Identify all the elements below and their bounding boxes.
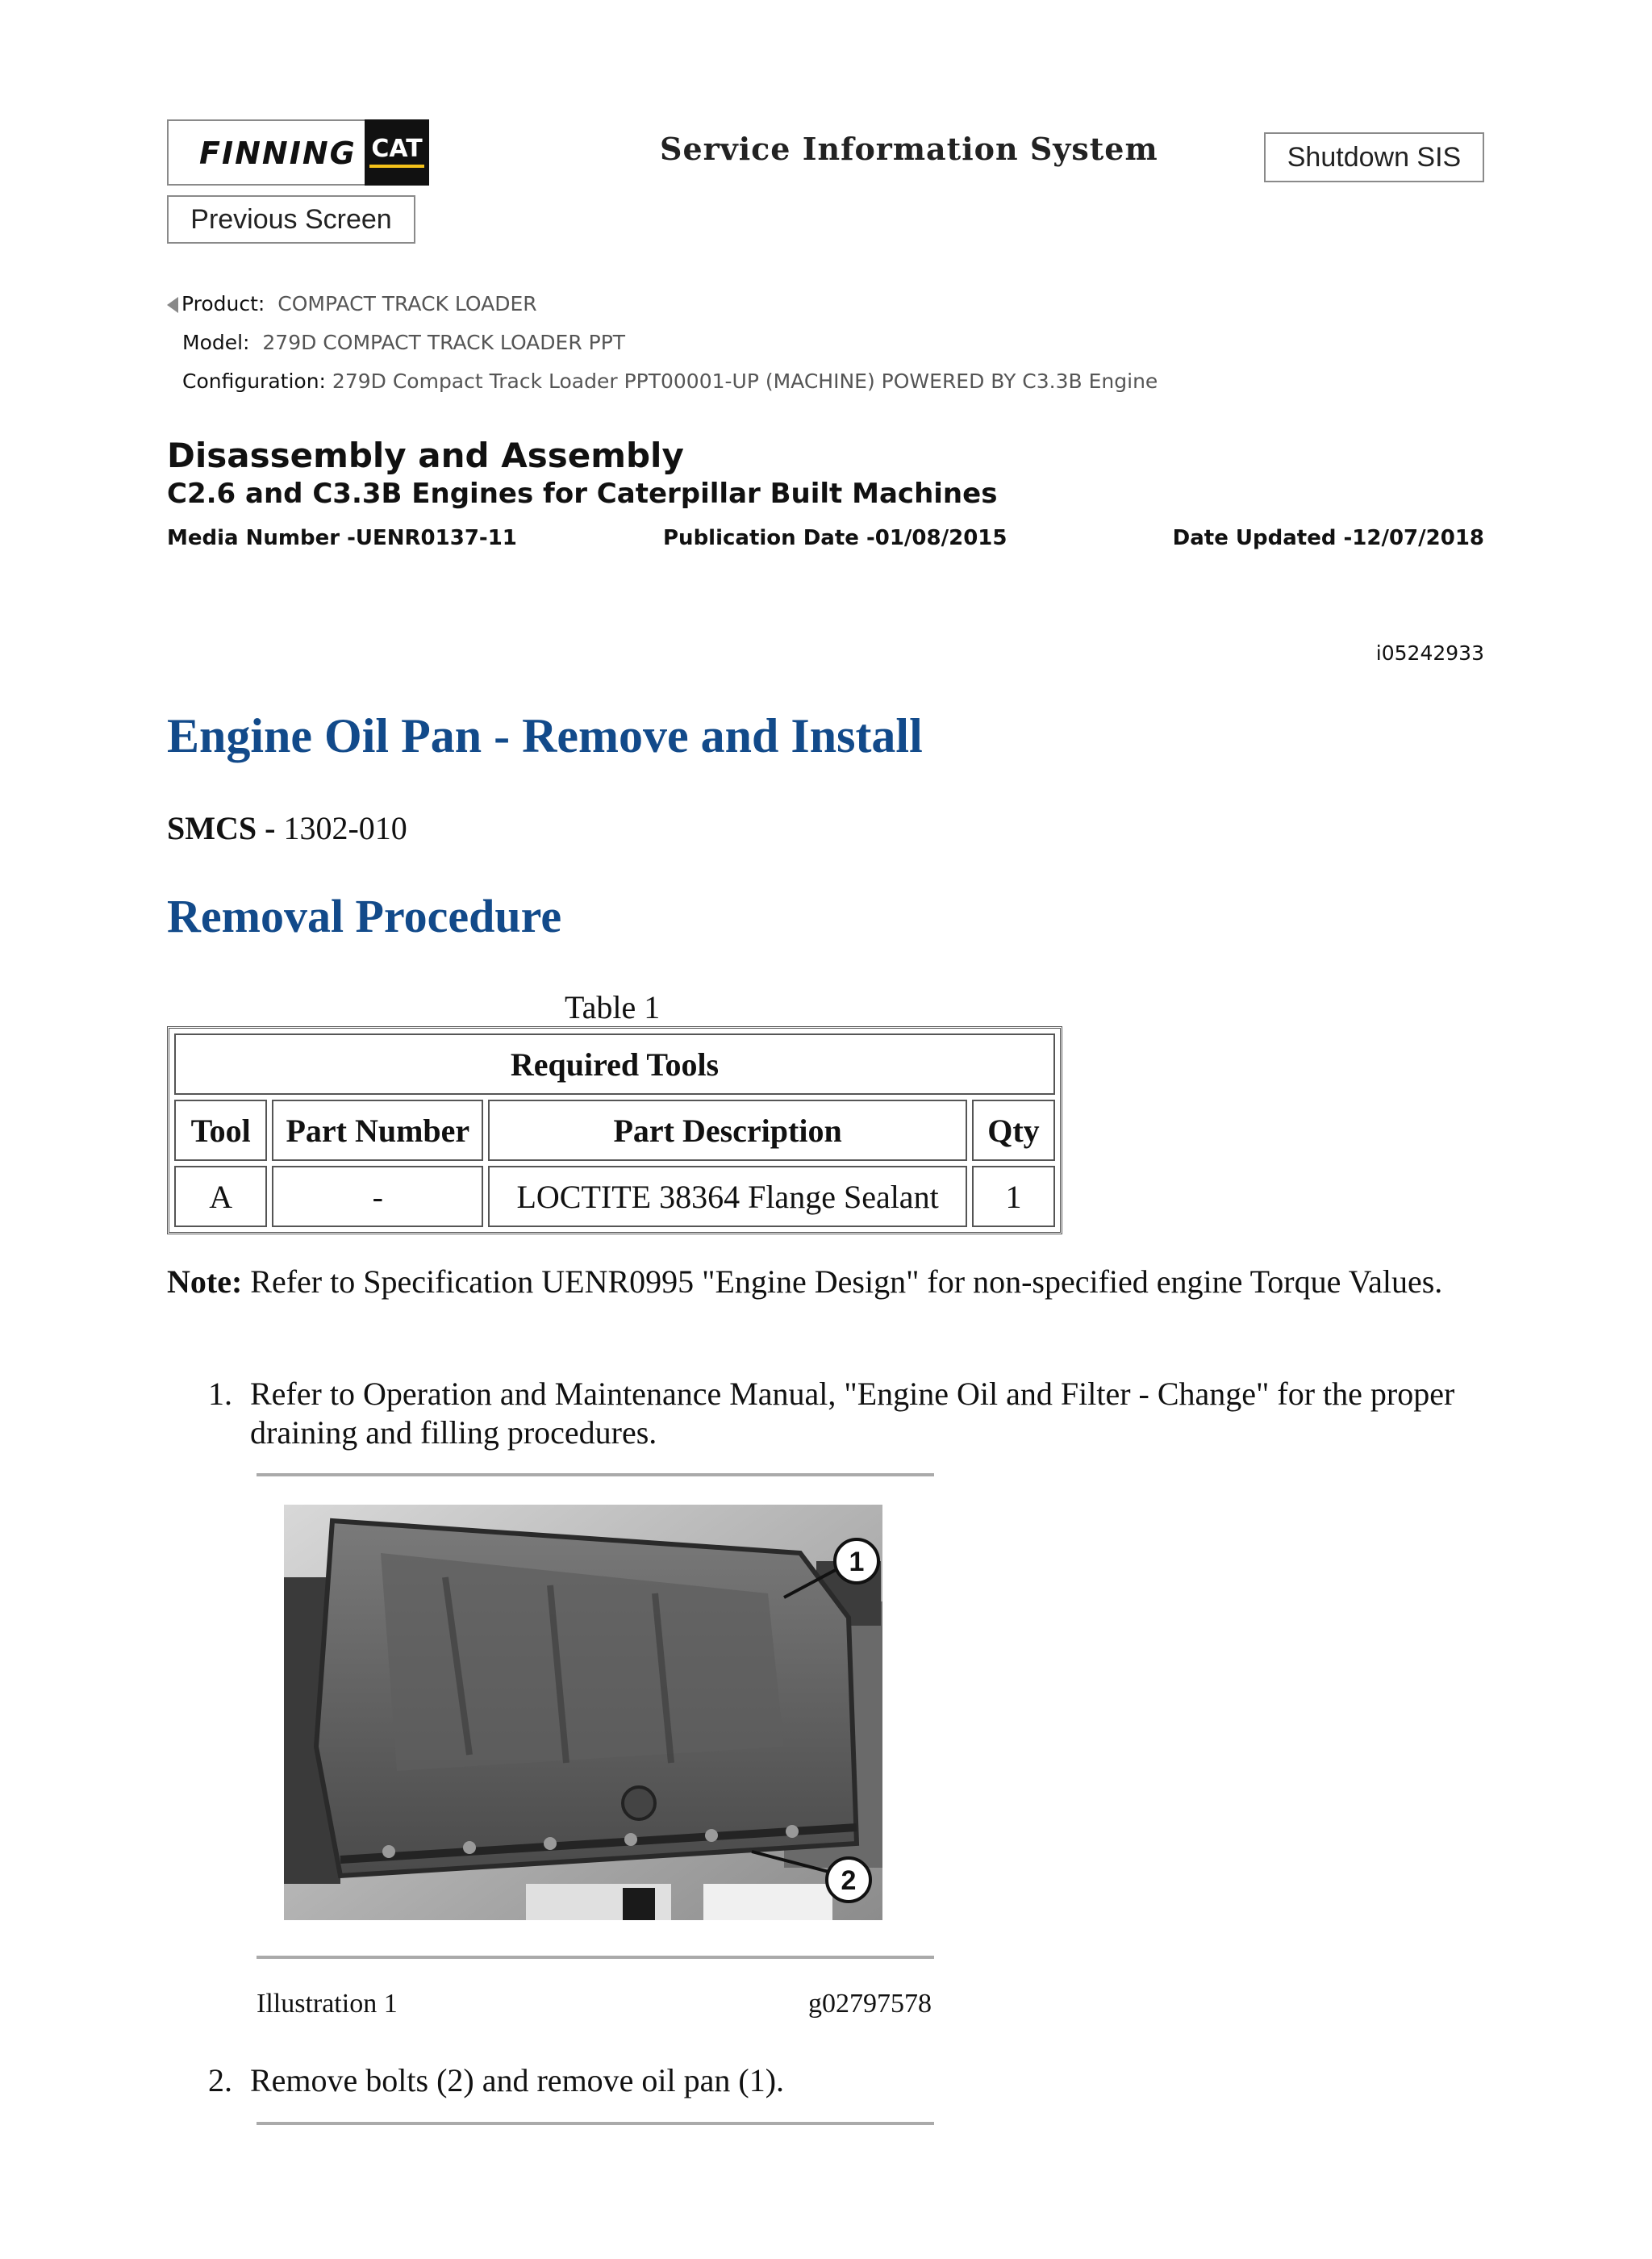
- shutdown-sis-button[interactable]: Shutdown SIS: [1264, 132, 1484, 182]
- step-text: Remove bolts (2) and remove oil pan (1).: [250, 2062, 785, 2098]
- illustration-code: g02797578: [808, 1989, 932, 2019]
- finning-wordmark: FINNING: [199, 136, 357, 171]
- step-number: 2.: [208, 2062, 232, 2098]
- note-text: Refer to Specification UENR0995 "Engine Design" for non-specified engine Torque Values.: [250, 1263, 1443, 1300]
- required-tools-table: [167, 1026, 1062, 1234]
- media-number: Media Number -UENR0137-11: [167, 526, 517, 550]
- divider: [257, 2122, 934, 2125]
- product-label: Product:: [181, 292, 265, 315]
- page-title: Engine Oil Pan - Remove and Install: [167, 709, 923, 762]
- callout-1-label: 1: [849, 1547, 865, 1577]
- column-header: Part Description: [488, 1100, 967, 1161]
- smcs-label: SMCS -: [167, 810, 276, 846]
- column-header: Qty: [972, 1100, 1055, 1161]
- illustration-label: Illustration 1: [257, 1989, 398, 2019]
- table-caption: Table 1: [565, 989, 661, 1025]
- model-line: [182, 331, 625, 354]
- divider: [257, 1956, 934, 1959]
- step-number: 1.: [208, 1376, 232, 1412]
- table-cell: A: [174, 1166, 267, 1227]
- table-cell: LOCTITE 38364 Flange Sealant: [488, 1166, 967, 1227]
- table-title: Required Tools: [174, 1033, 1055, 1095]
- model-label: Model:: [182, 331, 250, 354]
- document-category: Disassembly and Assembly: [167, 436, 684, 475]
- column-header: Tool: [174, 1100, 267, 1161]
- cat-logo-icon: CAT: [365, 119, 429, 186]
- system-title: Service Information System: [660, 131, 1158, 167]
- configuration-value: 279D Compact Track Loader PPT00001-UP (MACHINE) POWERED BY C3.3B Engine: [332, 370, 1158, 393]
- divider: [257, 1473, 934, 1476]
- table-header-row: [174, 1100, 1055, 1161]
- previous-screen-button[interactable]: Previous Screen: [167, 195, 415, 244]
- table-row: [174, 1166, 1055, 1227]
- smcs-value: 1302-010: [283, 810, 407, 846]
- finning-cat-logo: [167, 119, 429, 186]
- step-text: Refer to Operation and Maintenance Manual, "Engine Oil and Filter - Change" for the proper draining and filling procedures.: [250, 1376, 1455, 1451]
- table-title-row: [174, 1033, 1055, 1095]
- note-label: Note:: [167, 1263, 243, 1300]
- product-value: COMPACT TRACK LOADER: [277, 292, 537, 315]
- smcs-code: [167, 809, 407, 847]
- configuration-line: [182, 370, 1158, 393]
- callout-2-label: 2: [841, 1865, 857, 1896]
- document-id: i05242933: [1375, 641, 1484, 665]
- oil-pan-illustration: [284, 1505, 882, 1920]
- oil-pan-image: [284, 1505, 882, 1920]
- configuration-label: Configuration:: [182, 370, 326, 393]
- section-title: Removal Procedure: [167, 890, 562, 942]
- table-cell: 1: [972, 1166, 1055, 1227]
- model-value: 279D COMPACT TRACK LOADER PPT: [262, 331, 626, 354]
- note-paragraph: [167, 1263, 1458, 1301]
- document-subtitle: C2.6 and C3.3B Engines for Caterpillar Built Machines: [167, 478, 998, 510]
- back-arrow-icon[interactable]: [167, 297, 178, 313]
- column-header: Part Number: [272, 1100, 483, 1161]
- publication-date: Publication Date -01/08/2015: [663, 526, 1007, 550]
- date-updated: Date Updated -12/07/2018: [1172, 526, 1484, 550]
- table-cell: -: [272, 1166, 483, 1227]
- product-line: [181, 292, 537, 315]
